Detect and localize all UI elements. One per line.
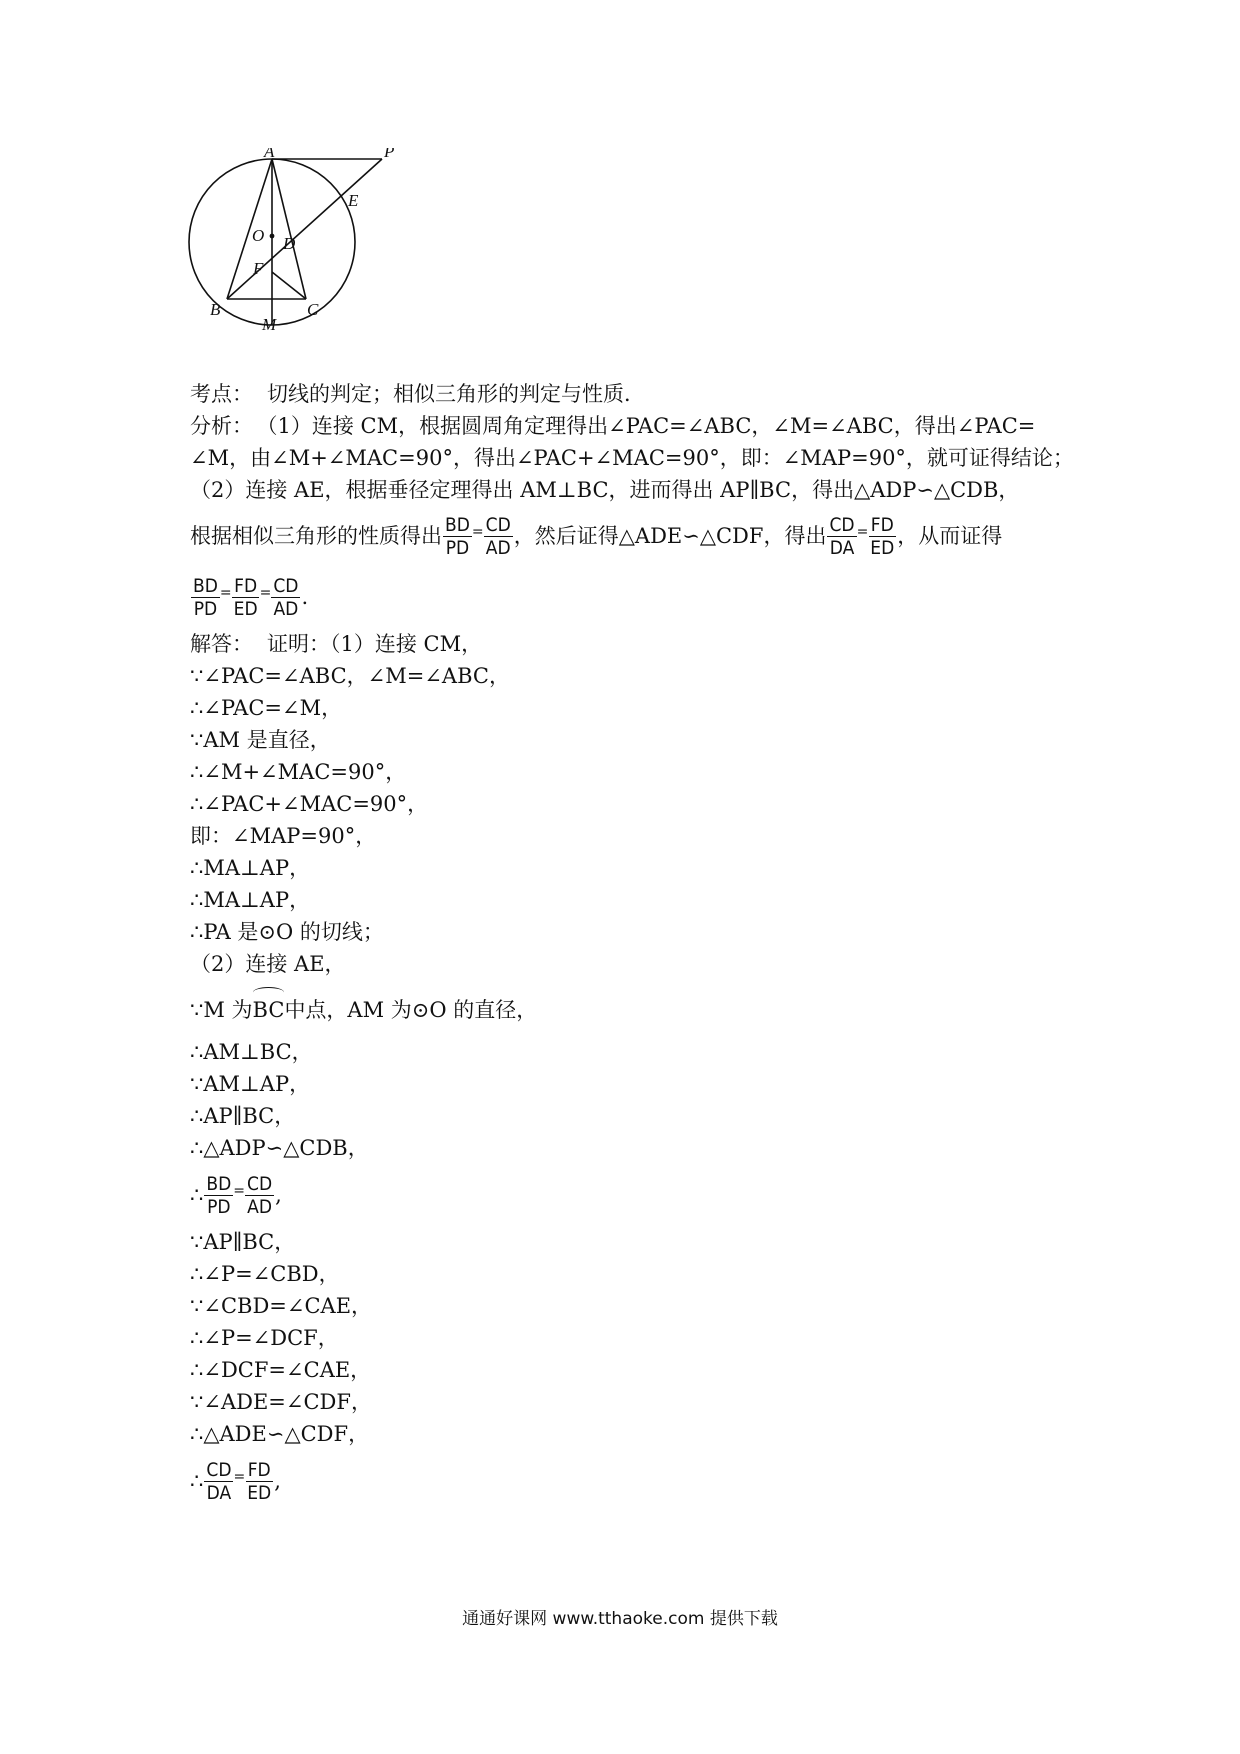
geometry-figure [180, 148, 440, 378]
proof-step: ∴MA⊥AP， [190, 856, 311, 880]
jieda-label: 解答： [190, 632, 253, 656]
center-dot [270, 234, 275, 239]
label-f: F [253, 259, 264, 278]
therefore-sign: ∴ [190, 1469, 204, 1493]
proof-step: ∴△ADP∽△CDB， [190, 1136, 369, 1160]
label-m: M [262, 315, 277, 334]
proof-step: ∴∠P=∠CBD， [190, 1262, 340, 1286]
fenxi-text-4b: ，然后证得△ADE∽△CDF，得出 [513, 524, 827, 548]
label-o: O [252, 226, 265, 245]
proof-step: ∵∠CBD=∠CAE， [190, 1294, 373, 1318]
label-d: D [283, 234, 296, 253]
numerator: CD [829, 513, 855, 536]
equals-sign: = [471, 524, 484, 540]
kaodian-label: 考点： [190, 382, 253, 406]
proof-step: ∵∠PAC=∠ABC，∠M=∠ABC， [190, 664, 510, 688]
equals-sign: = [219, 585, 232, 601]
proof-step-arc [190, 980, 1070, 1026]
comma: , [274, 1469, 281, 1493]
numerator: FD [870, 513, 894, 536]
numerator: BD [193, 574, 218, 597]
proof-step: ∴AM⊥BC， [190, 1040, 313, 1064]
proof-step: ∵AM⊥AP， [190, 1072, 311, 1096]
proof-step-fraction [190, 1450, 1070, 1512]
fenxi-line-4 [190, 506, 1070, 566]
equals-sign: = [259, 585, 272, 601]
fraction-cd-ad [484, 514, 513, 559]
proof-step: （2）连接 AE， [190, 952, 346, 976]
comma: , [275, 1183, 282, 1207]
fenxi-line-5 [190, 566, 1070, 628]
circle-diagram [180, 148, 440, 378]
numerator: CD [273, 574, 299, 597]
denominator: PD [193, 597, 218, 620]
fenxi-text-1: （1）连接 CM，根据圆周角定理得出∠PAC=∠ABC，∠M=∠ABC，得出∠PAC= [267, 414, 1036, 438]
fraction-fd-ed [868, 514, 896, 559]
proof-step: ∵AM 是直径， [190, 728, 331, 752]
fenxi-line-2: ∠M，由∠M+∠MAC=90°，得出∠PAC+∠MAC=90°，即：∠MAP=90°，就可证得结论； [190, 446, 1074, 470]
fenxi-text-4c: ，从而证得 [897, 524, 1003, 548]
label-c: C [307, 300, 319, 319]
equals-sign: = [856, 524, 869, 540]
kaodian-line [190, 378, 1070, 410]
fenxi-label: 分析： [190, 414, 253, 438]
denominator: AD [485, 536, 511, 559]
proof-step: ∴∠M+∠MAC=90°， [190, 760, 407, 784]
proof-step: 即：∠MAP=90°， [190, 824, 377, 848]
label-b: B [210, 300, 221, 319]
label-e: E [348, 191, 359, 210]
denominator: PD [445, 536, 470, 559]
kaodian-text: 切线的判定；相似三角形的判定与性质． [267, 382, 645, 406]
denominator: DA [206, 1481, 232, 1504]
numerator: CD [485, 513, 511, 536]
equals-sign: = [233, 1469, 246, 1485]
proof-step: ∴∠P=∠DCF， [190, 1326, 339, 1350]
numerator: BD [445, 513, 470, 536]
proof-step: ∵∠ADE=∠CDF， [190, 1390, 372, 1414]
footer-credit: 通通好课网 www.tthaoke.com 提供下载 [462, 1609, 778, 1629]
numerator: CD [206, 1458, 232, 1481]
fraction-fd-ed [245, 1459, 273, 1504]
numerator: FD [247, 1458, 271, 1481]
denominator: AD [247, 1195, 272, 1218]
proof-text: 中点，AM 为⊙O 的直径， [284, 998, 538, 1022]
label-p: P [384, 148, 395, 161]
jieda-line-1 [190, 628, 1070, 660]
proof-step: ∴MA⊥AP， [190, 888, 311, 912]
fenxi-line-1 [190, 410, 1070, 442]
fraction-fd-ed [232, 575, 260, 620]
numerator: BD [206, 1172, 232, 1195]
fraction-bd-pd [204, 1173, 233, 1218]
jieda-text-1: 证明：（1）连接 CM， [267, 632, 483, 656]
proof-step-fraction [190, 1164, 1070, 1226]
fraction-cd-ad [271, 575, 300, 620]
denominator: AD [273, 597, 299, 620]
fraction-bd-pd [443, 514, 472, 559]
proof-step: ∴∠PAC=∠M， [190, 696, 343, 720]
denominator: ED [247, 1481, 272, 1504]
proof-step: ∵AP∥BC， [190, 1230, 296, 1254]
proof-step: ∴∠DCF=∠CAE， [190, 1358, 372, 1382]
fraction-cd-da [827, 514, 856, 559]
proof-step: ∴∠PAC+∠MAC=90°， [190, 792, 429, 816]
chord-ac [272, 159, 306, 299]
fenxi-line-3: （2）连接 AE，根据垂径定理得出 AM⊥BC，进而得出 AP∥BC，得出△ADP∽△CDB， [190, 478, 1020, 502]
fenxi-text-4a: 根据相似三角形的性质得出 [190, 524, 442, 548]
fraction-cd-da [204, 1459, 233, 1504]
arc-bc: BC [253, 994, 285, 1026]
denominator: ED [870, 536, 895, 559]
therefore-sign: ∴ [190, 1183, 204, 1207]
fraction-cd-ad [245, 1173, 274, 1218]
solution-text [190, 378, 1074, 1512]
numerator: CD [247, 1172, 273, 1195]
proof-step: ∴AP∥BC， [190, 1104, 296, 1128]
numerator: FD [234, 574, 258, 597]
fraction-bd-pd [191, 575, 220, 620]
period: . [301, 585, 309, 609]
denominator: DA [829, 536, 855, 559]
equals-sign: = [233, 1183, 246, 1199]
denominator: ED [233, 597, 258, 620]
label-a: A [264, 148, 275, 161]
denominator: PD [207, 1195, 231, 1218]
proof-step: ∴PA 是⊙O 的切线； [190, 920, 384, 944]
proof-text: ∵M 为 [190, 998, 253, 1022]
proof-step: ∴△ADE∽△CDF， [190, 1422, 370, 1446]
